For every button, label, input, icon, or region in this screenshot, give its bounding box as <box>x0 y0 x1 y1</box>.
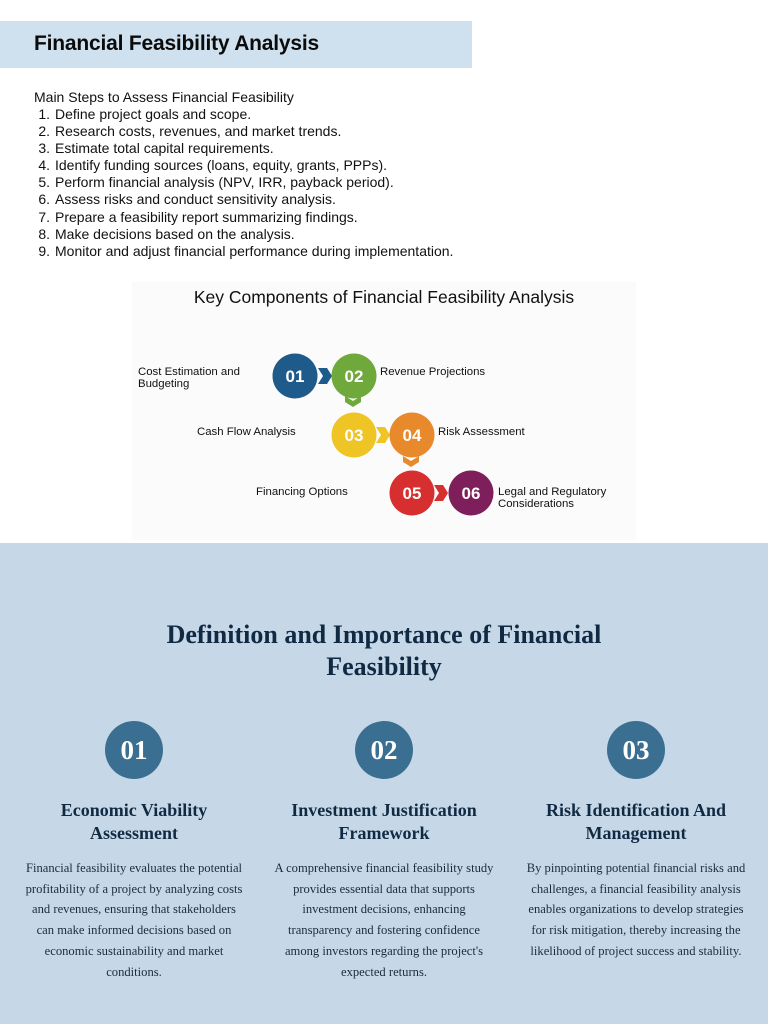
card-title-line1: Risk Identification And <box>545 800 727 820</box>
steps-list <box>34 106 594 260</box>
step-text: Define project goals and scope. <box>55 106 252 122</box>
importance-card-2 <box>259 721 509 982</box>
steps-heading: Main Steps to Assess Financial Feasibility <box>34 89 294 105</box>
step-number: 6. <box>38 191 50 208</box>
node-number: 05 <box>402 484 422 503</box>
node-label-financing-options: Financing Options <box>256 486 348 498</box>
importance-card-3 <box>511 721 761 962</box>
step-item <box>34 157 594 174</box>
step-item <box>34 174 594 191</box>
step-text: Research costs, revenues, and market trends. <box>55 123 342 140</box>
number-badge: 03 <box>607 721 665 779</box>
card-title <box>511 799 761 845</box>
step-text: Monitor and adjust financial performance during implementation. <box>55 242 454 259</box>
step-item <box>34 243 594 260</box>
step-text: Estimate total capital requirements. <box>55 140 274 157</box>
importance-heading-line2: Feasibility <box>326 652 442 681</box>
node-number: 02 <box>344 367 364 386</box>
node-label-revenue-projections: Revenue Projections <box>380 366 486 378</box>
step-text: Make decisions based on the analysis. <box>55 225 295 242</box>
node-number: 03 <box>344 426 364 445</box>
flow-node-06 <box>449 471 494 516</box>
step-item <box>34 140 594 157</box>
arrow-down-icon <box>403 456 419 467</box>
node-number: 06 <box>461 484 481 503</box>
flow-node-05 <box>390 471 435 516</box>
flow-node-04 <box>390 413 435 458</box>
step-text: Perform financial analysis (NPV, IRR, payback period). <box>55 174 394 191</box>
node-number: 01 <box>285 367 305 386</box>
card-title-line2: Management <box>585 823 687 843</box>
card-body: Financial feasibility evaluates the potential profitability of a project by analyzing costs and revenues, ensuring that stakeholders can make informed decisions based on economic sustainability and market conditions. <box>25 861 243 979</box>
step-number: 5. <box>38 174 50 191</box>
arrow-right-icon <box>376 427 390 443</box>
importance-heading <box>134 619 634 683</box>
step-item <box>34 106 594 123</box>
step-text: Identify funding sources (loans, equity, grants, PPPs). <box>55 157 388 174</box>
number-badge: 02 <box>355 721 413 779</box>
number-badge: 01 <box>105 721 163 779</box>
flow-node-03 <box>332 413 377 458</box>
steps-section <box>34 89 594 260</box>
arrow-right-icon <box>318 368 332 384</box>
title-banner <box>0 21 472 68</box>
step-item <box>34 226 594 243</box>
node-label-cost-estimation-line2: Budgeting <box>138 378 190 390</box>
node-label-risk-assessment: Risk Assessment <box>438 426 525 438</box>
card-title-line2: Assessment <box>90 823 178 843</box>
importance-heading-line1: Definition and Importance of Financial <box>166 620 602 649</box>
page-title: Financial Feasibility Analysis <box>34 32 319 55</box>
step-item <box>34 191 594 208</box>
card-body: By pinpointing potential financial risks and challenges, a financial feasibility analysis enables organizations to develop strategies for risk mitigation, thereby increasing the likelihood of project success and stability. <box>526 861 746 958</box>
card-body: A comprehensive financial feasibility study provides essential data that supports investment decisions, enhancing transparency and fostering confidence among investors regarding the project's expected returns. <box>274 861 494 979</box>
components-title: Key Components of Financial Feasibility Analysis <box>193 287 575 307</box>
step-number: 4. <box>38 157 50 174</box>
step-number: 3. <box>38 140 50 157</box>
card-title-line2: Framework <box>338 823 430 843</box>
step-number: 9. <box>38 242 50 259</box>
key-components-diagram <box>132 282 636 540</box>
node-label-legal-line1: Legal and Regulatory <box>498 486 607 498</box>
importance-card-1 <box>9 721 259 982</box>
step-number: 8. <box>38 225 50 242</box>
step-item <box>34 209 594 226</box>
card-title <box>9 799 259 845</box>
card-title-line1: Economic Viability <box>60 800 208 820</box>
card-title <box>259 799 509 845</box>
node-number: 04 <box>402 426 422 445</box>
step-text: Assess risks and conduct sensitivity analysis. <box>55 191 336 208</box>
step-number: 7. <box>38 208 50 225</box>
step-number: 2. <box>38 123 50 140</box>
step-number: 1. <box>38 106 50 122</box>
importance-section <box>0 543 768 1024</box>
step-item <box>34 123 594 140</box>
step-text: Prepare a feasibility report summarizing findings. <box>55 208 358 225</box>
flow-node-02 <box>332 354 377 399</box>
flow-node-01 <box>273 354 318 399</box>
card-title-line1: Investment Justification <box>291 800 477 820</box>
node-label-cost-estimation-line1: Cost Estimation and <box>138 366 240 378</box>
node-label-legal-line2: Considerations <box>498 498 574 510</box>
node-label-cash-flow: Cash Flow Analysis <box>197 426 296 438</box>
arrow-right-icon <box>434 485 448 501</box>
components-flow-svg <box>132 282 636 540</box>
